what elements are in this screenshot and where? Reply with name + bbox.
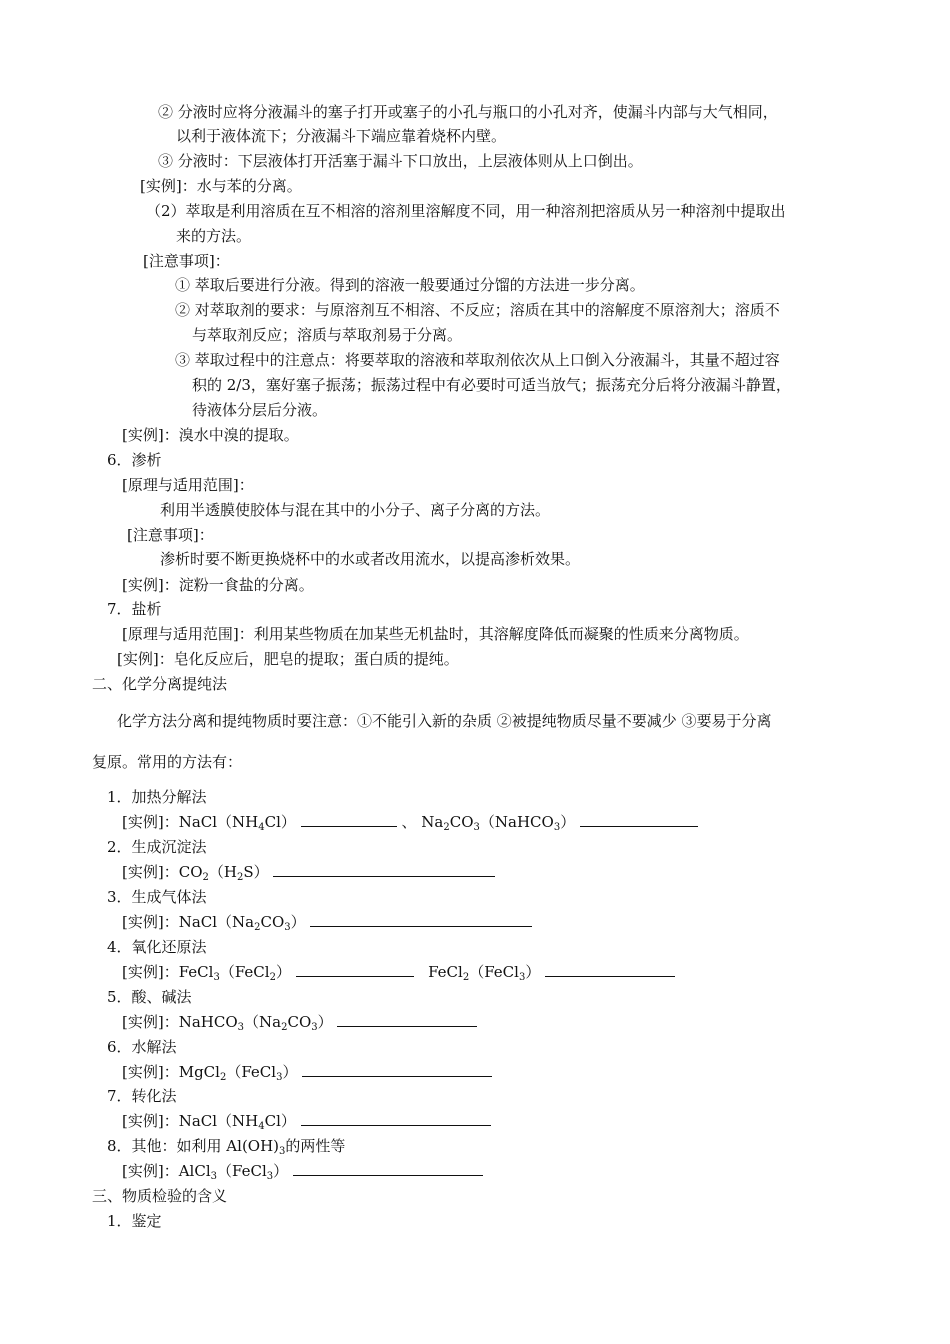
section-heading: 二、化学分离提纯法 [92,675,228,693]
answer-blank[interactable] [580,812,698,827]
method-title: 8．其他：如利用 $Al(OH)_3$的两性等 [107,1137,346,1157]
example-line: [实例]：$NaCl(NH_4Cl)$ 、 $Na_2CO_3(NaHCO_3)$ [122,811,698,833]
section-heading: 三、物质检验的含义 [92,1187,228,1205]
method-title: 2．生成沉淀法 [107,838,207,856]
example-line: [实例]：FeCl$_3$（FeCl$_2$） FeCl$_2$（FeCl$_3$） [122,961,675,983]
example-line: [实例]：AlCl$_3$（FeCl$_3$） [122,1160,483,1182]
text-line: 待液体分层后分液。 [192,401,328,419]
example-line: [实例]：皂化反应后，肥皂的提取；蛋白质的提纯。 [117,650,459,668]
intro-line: 复原。常用的方法有： [92,753,243,771]
example-line: [实例]：$CO_2(H_2S)$ [122,861,495,883]
principle-label: [原理与适用范围]： [122,476,254,494]
text-line: ② 分液时应将分液漏斗的塞子打开或塞子的小孔与瓶口的小孔对齐，使漏斗内部与大气相同， [158,103,778,121]
example-label: [实例]： [122,1013,179,1031]
text-line: 与萃取剂反应；溶质与萃取剂易于分离。 [192,326,463,344]
text-line: 积的 2/3，塞好塞子振荡；振荡过程中有必要时可适当放气；振荡充分后将分液漏斗静置， [192,376,791,394]
example-line: [实例]：$NaCl(Na_2CO_3)$ [122,911,532,933]
text-line: 来的方法。 [176,227,252,245]
method-title: 5．酸、碱法 [107,988,192,1006]
method-title: 4．氧化还原法 [107,938,207,956]
text-line: 利用半透膜使胶体与混在其中的小分子、离子分离的方法。 [160,501,551,519]
method-title: 6．水解法 [107,1038,177,1056]
answer-blank[interactable] [337,1012,477,1027]
example-label: [实例]： [122,913,179,931]
example-label: [实例]： [122,1112,179,1130]
example-label: [实例]： [122,963,179,981]
text-line: ② 对萃取剂的要求：与原溶剂互不相溶、不反应；溶质在其中的溶解度不原溶剂大；溶质不 [175,301,780,319]
example-label: [实例]： [122,1063,179,1081]
method-title: 3．生成气体法 [107,888,207,906]
text-line: ① 萃取后要进行分液。得到的溶液一般要通过分馏的方法进一步分离。 [175,276,645,294]
example-line: [实例]：MgCl$_2$（FeCl$_3$） [122,1061,492,1083]
example-label: [实例]： [122,863,179,881]
method-title: 1．加热分解法 [107,788,207,806]
answer-blank[interactable] [302,1062,492,1077]
answer-blank[interactable] [296,962,414,977]
method-title: 7．转化法 [107,1087,177,1105]
notes-label: [注意事项]： [143,252,230,270]
text-line: [原理与适用范围]：利用某些物质在加某些无机盐时，其溶解度降低而凝聚的性质来分离物质。 [122,625,749,643]
example-line: [实例]：淀粉一食盐的分离。 [122,576,314,594]
answer-blank[interactable] [301,1111,491,1126]
answer-blank[interactable] [293,1161,483,1176]
example-label: [实例]： [122,1162,179,1180]
text-line: 以利于液体流下；分液漏斗下端应靠着烧杯内壁。 [176,127,507,145]
text-line: 渗析时要不断更换烧杯中的水或者改用流水，以提高渗析效果。 [160,550,581,568]
section-title: 6．渗析 [107,451,162,469]
example-label: [实例]： [122,813,179,831]
answer-blank[interactable] [273,862,495,877]
intro-line: 化学方法分离和提纯物质时要注意：①不能引入新的杂质 ②被提纯物质尽量不要减少 ③要易于分离 [117,712,772,730]
section-title: 7．盐析 [107,600,162,618]
text-line: ③ 萃取过程中的注意点：将要萃取的溶液和萃取剂依次从上口倒入分液漏斗，其量不超过容 [175,351,780,369]
text-line: ③ 分液时：下层液体打开活塞于漏斗下口放出，上层液体则从上口倒出。 [158,152,643,170]
answer-blank[interactable] [310,912,532,927]
text-line: （2）萃取是利用溶质在互不相溶的溶剂里溶解度不同，用一种溶剂把溶质从另一种溶剂中提取出 [146,202,786,220]
answer-blank[interactable] [301,812,397,827]
section-title: 1．鉴定 [107,1212,162,1230]
example-line: [实例]：$NaHCO_3(Na_2CO_3)$ [122,1011,477,1033]
example-line: [实例]：$NaCl(NH_4Cl)$ [122,1110,491,1132]
example-line: [实例]：水与苯的分离。 [140,177,302,195]
answer-blank[interactable] [545,962,675,977]
notes-label: [注意事项]： [127,526,214,544]
example-line: [实例]：溴水中溴的提取。 [122,426,299,444]
